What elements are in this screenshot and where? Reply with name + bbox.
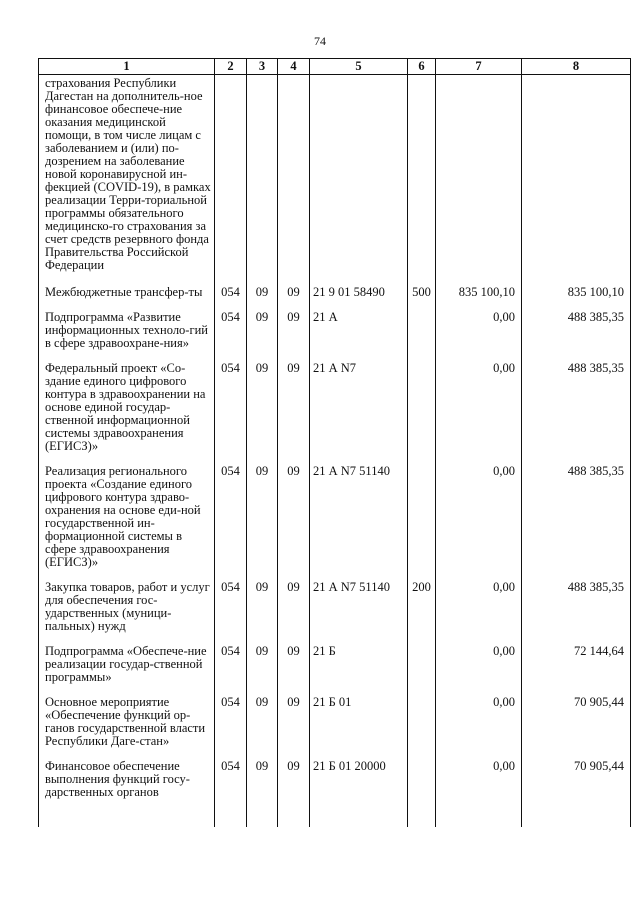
column-header: 7 [436, 59, 522, 75]
cell-section: 09 [247, 645, 278, 696]
cell-amount-7: 0,00 [436, 581, 522, 645]
row-name: Федеральный проект «Со-здание единого цифрового контура в здравоохранении на основе единой государ-ственной информационной системы здравоохранения (ЕГИСЗ)» [39, 362, 215, 465]
column-header: 4 [278, 59, 310, 75]
table-row [39, 75, 631, 287]
cell-amount-7: 0,00 [436, 696, 522, 760]
cell-target-code: 21 9 01 58490 [310, 286, 408, 311]
cell-subsection: 09 [278, 581, 310, 645]
cell-expense-type [408, 465, 436, 581]
table-row [39, 760, 631, 827]
cell-expense-type [408, 362, 436, 465]
table-row [39, 581, 631, 645]
row-name: Реализация регионального проекта «Создание единого цифрового контура здраво-охранения на основе еди-ной государственной ин-формационной системы в сфере здравоохранения (ЕГИСЗ)» [39, 465, 215, 581]
cell-subsection: 09 [278, 645, 310, 696]
row-name: Основное мероприятие «Обеспечение функций ор-ганов государственной власти Республики Даге-стан» [39, 696, 215, 760]
column-header: 5 [310, 59, 408, 75]
column-header: 8 [522, 59, 631, 75]
row-name: Закупка товаров, работ и услуг для обеспечения гос-ударственных (муници-пальных) нужд [39, 581, 215, 645]
budget-table [38, 58, 631, 827]
cell-target-code: 21 Б 01 20000 [310, 760, 408, 827]
cell-ministry: 054 [215, 286, 247, 311]
cell-subsection: 09 [278, 760, 310, 827]
cell-subsection [278, 75, 310, 287]
cell-amount-8: 488 385,35 [522, 362, 631, 465]
row-name: Подпрограмма «Развитие информационных техноло-гий в сфере здравоохране-ния» [39, 311, 215, 362]
cell-amount-7: 835 100,10 [436, 286, 522, 311]
cell-section: 09 [247, 311, 278, 362]
cell-subsection: 09 [278, 465, 310, 581]
cell-ministry: 054 [215, 362, 247, 465]
cell-target-code: 21 Б 01 [310, 696, 408, 760]
cell-amount-7: 0,00 [436, 465, 522, 581]
cell-target-code [310, 75, 408, 287]
table-row [39, 696, 631, 760]
cell-subsection: 09 [278, 311, 310, 362]
cell-amount-7: 0,00 [436, 760, 522, 827]
cell-amount-8: 488 385,35 [522, 465, 631, 581]
row-name: страхования Республики Дагестан на дополнитель-ное финансовое обеспече-ние оказания медицинской помощи, в том числе лицам с заболеванием и (или) по-дозрением на заболевание новой коронавирусной ин-фекцией (COVID-19), в рамках реализации Терри-ториальной программы обязательного медицинско-го страхования за счет средств резервного фонда Правительства Российской Федерации [39, 75, 215, 287]
cell-ministry: 054 [215, 696, 247, 760]
column-header: 2 [215, 59, 247, 75]
cell-target-code: 21 А N7 [310, 362, 408, 465]
cell-section: 09 [247, 286, 278, 311]
table-row [39, 311, 631, 362]
cell-expense-type: 500 [408, 286, 436, 311]
table-row [39, 465, 631, 581]
cell-target-code: 21 А [310, 311, 408, 362]
cell-expense-type [408, 311, 436, 362]
cell-ministry: 054 [215, 645, 247, 696]
cell-expense-type: 200 [408, 581, 436, 645]
cell-section: 09 [247, 465, 278, 581]
cell-subsection: 09 [278, 362, 310, 465]
table-row [39, 286, 631, 311]
cell-subsection: 09 [278, 286, 310, 311]
cell-target-code: 21 А N7 51140 [310, 581, 408, 645]
cell-amount-8: 488 385,35 [522, 311, 631, 362]
column-header: 6 [408, 59, 436, 75]
row-name: Финансовое обеспечение выполнения функций госу-дарственных органов [39, 760, 215, 827]
cell-ministry: 054 [215, 465, 247, 581]
cell-ministry: 054 [215, 581, 247, 645]
cell-amount-7 [436, 75, 522, 287]
cell-expense-type [408, 645, 436, 696]
cell-amount-8: 72 144,64 [522, 645, 631, 696]
cell-section: 09 [247, 362, 278, 465]
row-name: Подпрограмма «Обеспече-ние реализации государ-ственной программы» [39, 645, 215, 696]
header-row [39, 59, 631, 75]
cell-expense-type [408, 760, 436, 827]
cell-amount-8: 835 100,10 [522, 286, 631, 311]
cell-subsection: 09 [278, 696, 310, 760]
cell-amount-8: 70 905,44 [522, 760, 631, 827]
cell-amount-7: 0,00 [436, 645, 522, 696]
cell-ministry: 054 [215, 760, 247, 827]
cell-amount-7: 0,00 [436, 362, 522, 465]
cell-amount-8: 70 905,44 [522, 696, 631, 760]
cell-target-code: 21 А N7 51140 [310, 465, 408, 581]
column-header: 1 [39, 59, 215, 75]
cell-expense-type [408, 696, 436, 760]
cell-ministry [215, 75, 247, 287]
cell-section: 09 [247, 696, 278, 760]
cell-section: 09 [247, 581, 278, 645]
cell-section [247, 75, 278, 287]
cell-amount-8 [522, 75, 631, 287]
cell-target-code: 21 Б [310, 645, 408, 696]
page-number: 74 [314, 34, 326, 48]
cell-amount-7: 0,00 [436, 311, 522, 362]
table-row [39, 645, 631, 696]
cell-amount-8: 488 385,35 [522, 581, 631, 645]
cell-ministry: 054 [215, 311, 247, 362]
column-header: 3 [247, 59, 278, 75]
table-row [39, 362, 631, 465]
cell-section: 09 [247, 760, 278, 827]
row-name: Межбюджетные трансфер-ты [39, 286, 215, 311]
cell-expense-type [408, 75, 436, 287]
